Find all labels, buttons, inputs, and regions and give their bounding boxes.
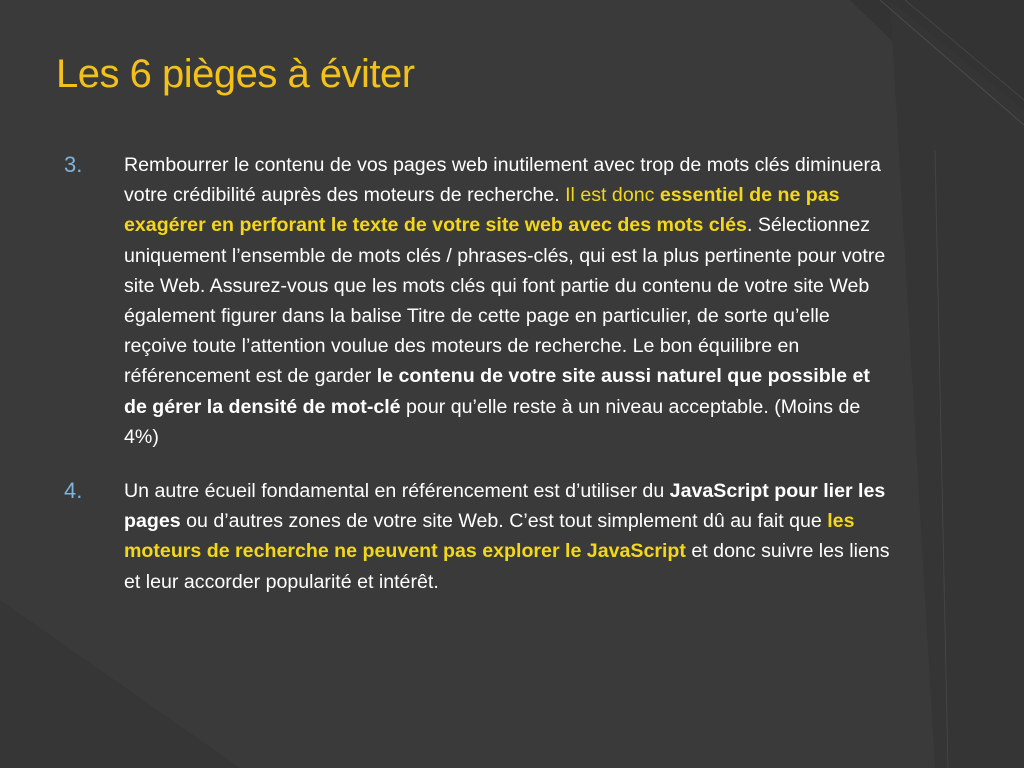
item-text	[124, 476, 890, 597]
highlight-bold-text: essentiel de ne pas exagérer en perforant le texte de votre site web avec des mots clés	[124, 184, 840, 237]
highlight-bold-text: les moteurs de recherche ne peuvent pas explorer le JavaScript	[124, 510, 855, 563]
bold-text: JavaScript pour lier les pages	[124, 480, 886, 533]
text-segment: et donc suivre les liens et leur accorder popularité et intérêt.	[124, 540, 890, 593]
item-list	[60, 150, 890, 621]
item-number: 3.	[64, 152, 83, 177]
text-segment: pour qu’elle reste à un niveau acceptable. (Moins de 4%)	[124, 395, 861, 448]
bold-text: le contenu de votre site aussi naturel que possible et de gérer la densité de mot-clé	[124, 365, 870, 418]
text-segment: ou d’autres zones de votre site Web. C’est tout simplement dû au fait que	[180, 510, 828, 533]
item-number: 4.	[64, 478, 83, 504]
list-item-3	[60, 150, 890, 452]
text-segment: . Sélectionnez uniquement l’ensemble de mots clés / phrases-clés, qui est la plus pertinente pour votre site Web. Assurez-vous que les mots clés qui font partie du contenu de votre site Web également figurer dans la balise Titre de cette page en particulier, de sorte qu’elle reçoive toute l’attention voulue des moteurs de recherche. Le bon équilibre en référencement est de garder	[124, 214, 886, 388]
slide-title: Les 6 pièges à éviter	[56, 52, 415, 96]
item-text	[124, 150, 890, 452]
highlight-text: Il est donc	[565, 184, 660, 207]
list-item-4	[60, 476, 890, 597]
text-segment: Rembourrer le contenu de vos pages web inutilement avec trop de mots clés diminuera votre crédibilité auprès des moteurs de recherche.	[124, 154, 881, 207]
text-segment: Un autre écueil fondamental en référencement est d’utiliser du	[124, 480, 670, 503]
